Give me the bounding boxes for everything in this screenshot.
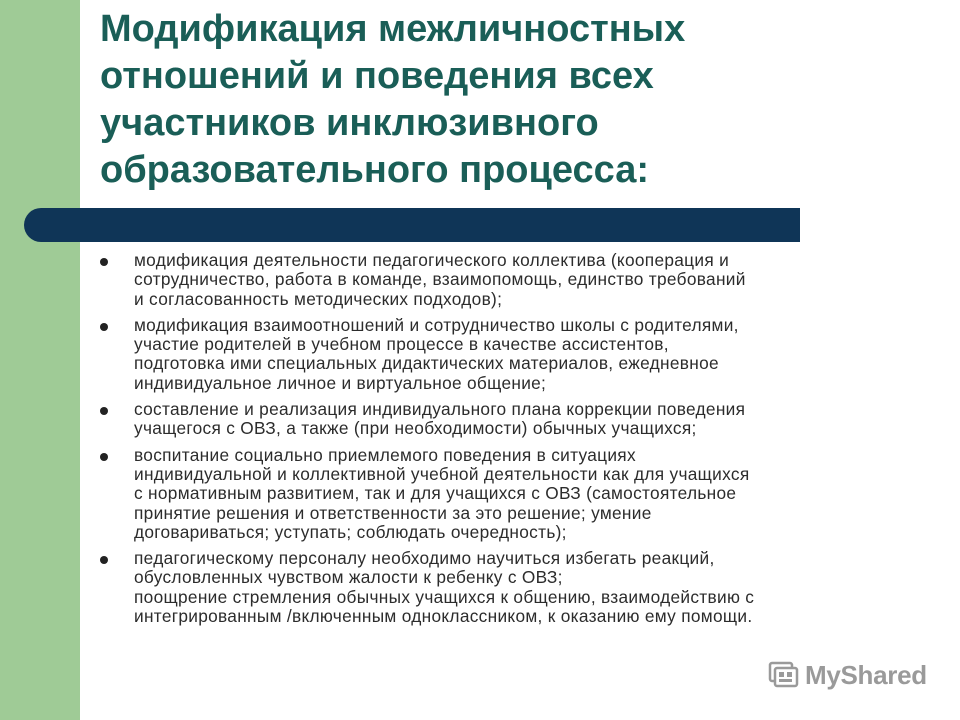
- bullet-item: [100, 549, 900, 626]
- bullet-dot-icon: [100, 453, 108, 461]
- myshared-watermark: [767, 658, 927, 692]
- bullet-item: [100, 251, 900, 309]
- bullet-item: [100, 446, 900, 542]
- bullet-text: педагогическому персоналу необходимо научиться избегать реакций, обусловленных чувством жалости к ребенку с ОВЗ; поощрение стремления обычных учащихся к общению, взаимодействию с интегрированным /включенным одноклассником, к оказанию ему помощи.: [134, 548, 755, 627]
- bullet-item: [100, 400, 900, 439]
- slide-title: Модификация межличностных отношений и поведения всех участников инклюзивного образовательного процесса:: [100, 8, 686, 191]
- bullet-dot-icon: [100, 258, 108, 266]
- bullet-dot-icon: [100, 407, 108, 415]
- bullet-text: модификация взаимоотношений и сотрудничество школы с родителями, участие родителей в учебном процессе в качестве ассистентов, подготовка ими специальных дидактических материалов, ежедневное индивидуальное личное и виртуальное общение;: [134, 314, 739, 393]
- bullet-dot-icon: [100, 323, 108, 331]
- bullet-text: воспитание социально приемлемого поведения в ситуациях индивидуальной и коллективной учебной деятельности как для учащихся с нормативным развитием, так и для учащихся с ОВЗ (самостоятельное принятие решения и ответственности за это решение; умение договариваться; уступать; соблюдать очередность);: [134, 444, 750, 542]
- myshared-logo-icon: [767, 659, 799, 691]
- bullet-item: [100, 316, 900, 393]
- bullet-text: составление и реализация индивидуального плана коррекции поведения учащегося с ОВЗ, а также (при необходимости) обычных учащихся;: [134, 399, 746, 439]
- bullet-list: [100, 251, 900, 633]
- left-green-stripe: [0, 0, 80, 720]
- bullet-dot-icon: [100, 556, 108, 564]
- watermark-text: MyShared: [805, 659, 927, 690]
- bullet-text: модификация деятельности педагогического коллектива (кооперация и сотрудничество, работа в команде, взаимопомощь, единство требований и согласованность методических подходов);: [134, 250, 746, 309]
- title-divider-bar-base: [64, 234, 800, 242]
